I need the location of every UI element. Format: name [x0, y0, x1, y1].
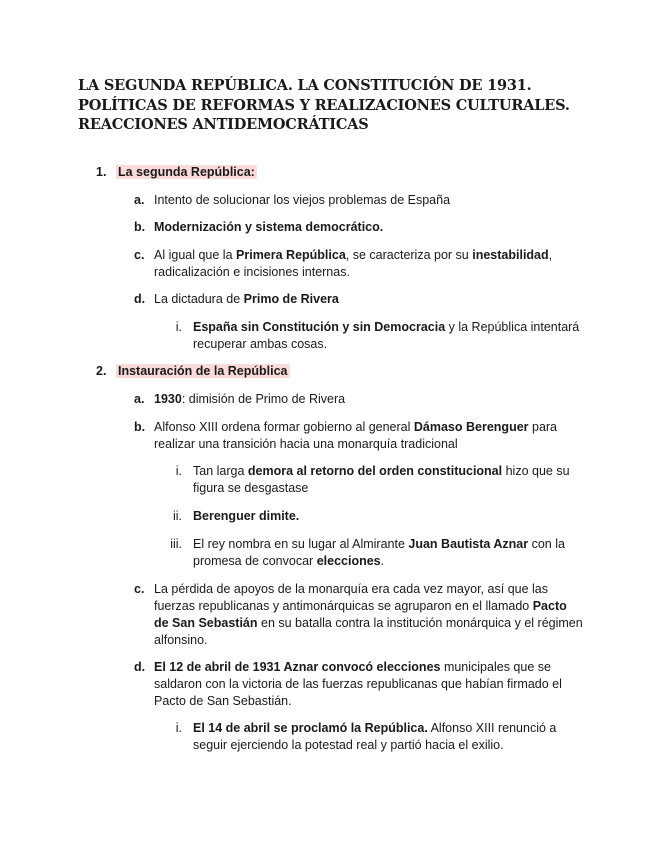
list-marker: iii. [170, 537, 182, 551]
list-marker: i. [175, 721, 182, 735]
list-marker: c. [134, 582, 145, 596]
list-marker: d. [134, 660, 146, 674]
list-item [134, 219, 584, 236]
document-title: LA SEGUNDA REPÚBLICA. LA CONSTITUCIÓN DE 1931. POLÍTICAS DE REFORMAS Y REALIZACIONES CULTURALES. REACCIONES ANTIDEMOCRÁTICAS [78, 77, 570, 133]
list-marker: d. [134, 292, 146, 306]
section-heading-2 [96, 363, 290, 380]
list-text: El 12 de abril de 1931 Aznar convocó elecciones municipales que se saldaron con la victoria de las fuerzas republicanas que habían firmado el Pacto de San Sebastián. [154, 660, 562, 708]
list-item [134, 419, 584, 453]
list-marker: i. [175, 464, 182, 478]
list-marker: a. [134, 193, 145, 207]
list-text: Alfonso XIII ordena formar gobierno al general Dámaso Berenguer para realizar una transición hacia una monarquía tradicional [154, 420, 558, 451]
sub-list-item [160, 319, 580, 353]
section-heading-1 [96, 164, 257, 181]
list-text: 1930: dimisión de Primo de Rivera [154, 392, 346, 406]
list-text: El 14 de abril se proclamó la República. Alfonso XIII renunció a seguir ejerciendo la potestad real y partió hacia el exilio. [193, 721, 557, 752]
section-number: 2. [96, 364, 107, 378]
list-marker: c. [134, 248, 145, 262]
list-text: España sin Constitución y sin Democracia y la República intentará recuperar ambas cosas. [193, 320, 580, 351]
list-marker: b. [134, 420, 146, 434]
list-text: La dictadura de Primo de Rivera [154, 292, 339, 306]
list-marker: a. [134, 392, 145, 406]
section-label: La segunda República: [118, 165, 255, 179]
list-marker: ii. [172, 509, 182, 523]
list-item [134, 391, 584, 408]
list-item [134, 192, 584, 209]
list-text: Berenguer dimite. [193, 509, 300, 523]
list-text: Intento de solucionar los viejos problemas de España [154, 193, 451, 207]
list-text: Modernización y sistema democrático. [154, 220, 384, 234]
list-text: El rey nombra en su lugar al Almirante Juan Bautista Aznar con la promesa de convocar elecciones. [193, 537, 565, 568]
list-text: La pérdida de apoyos de la monarquía era cada vez mayor, así que las fuerzas republicanas y antimonárquicas se agruparon en el llamado Pacto de San Sebastián en su batalla contra la institución monárquica y el régimen alfonsino. [154, 582, 583, 647]
sub-list-item [160, 463, 580, 497]
list-marker: i. [175, 320, 182, 334]
sub-list-item [160, 536, 580, 570]
list-marker: b. [134, 220, 146, 234]
list-item [134, 659, 584, 710]
section-label: Instauración de la República [118, 364, 288, 378]
section-number: 1. [96, 165, 107, 179]
list-text: Tan larga demora al retorno del orden constitucional hizo que su figura se desgastase [193, 464, 570, 495]
list-text: Al igual que la Primera República, se caracteriza por su inestabilidad, radicalización e incisiones internas. [154, 248, 553, 279]
list-item [134, 247, 584, 281]
list-item [134, 291, 584, 308]
sub-list-item [160, 720, 580, 754]
sub-list-item [160, 508, 580, 525]
list-item [134, 581, 584, 649]
